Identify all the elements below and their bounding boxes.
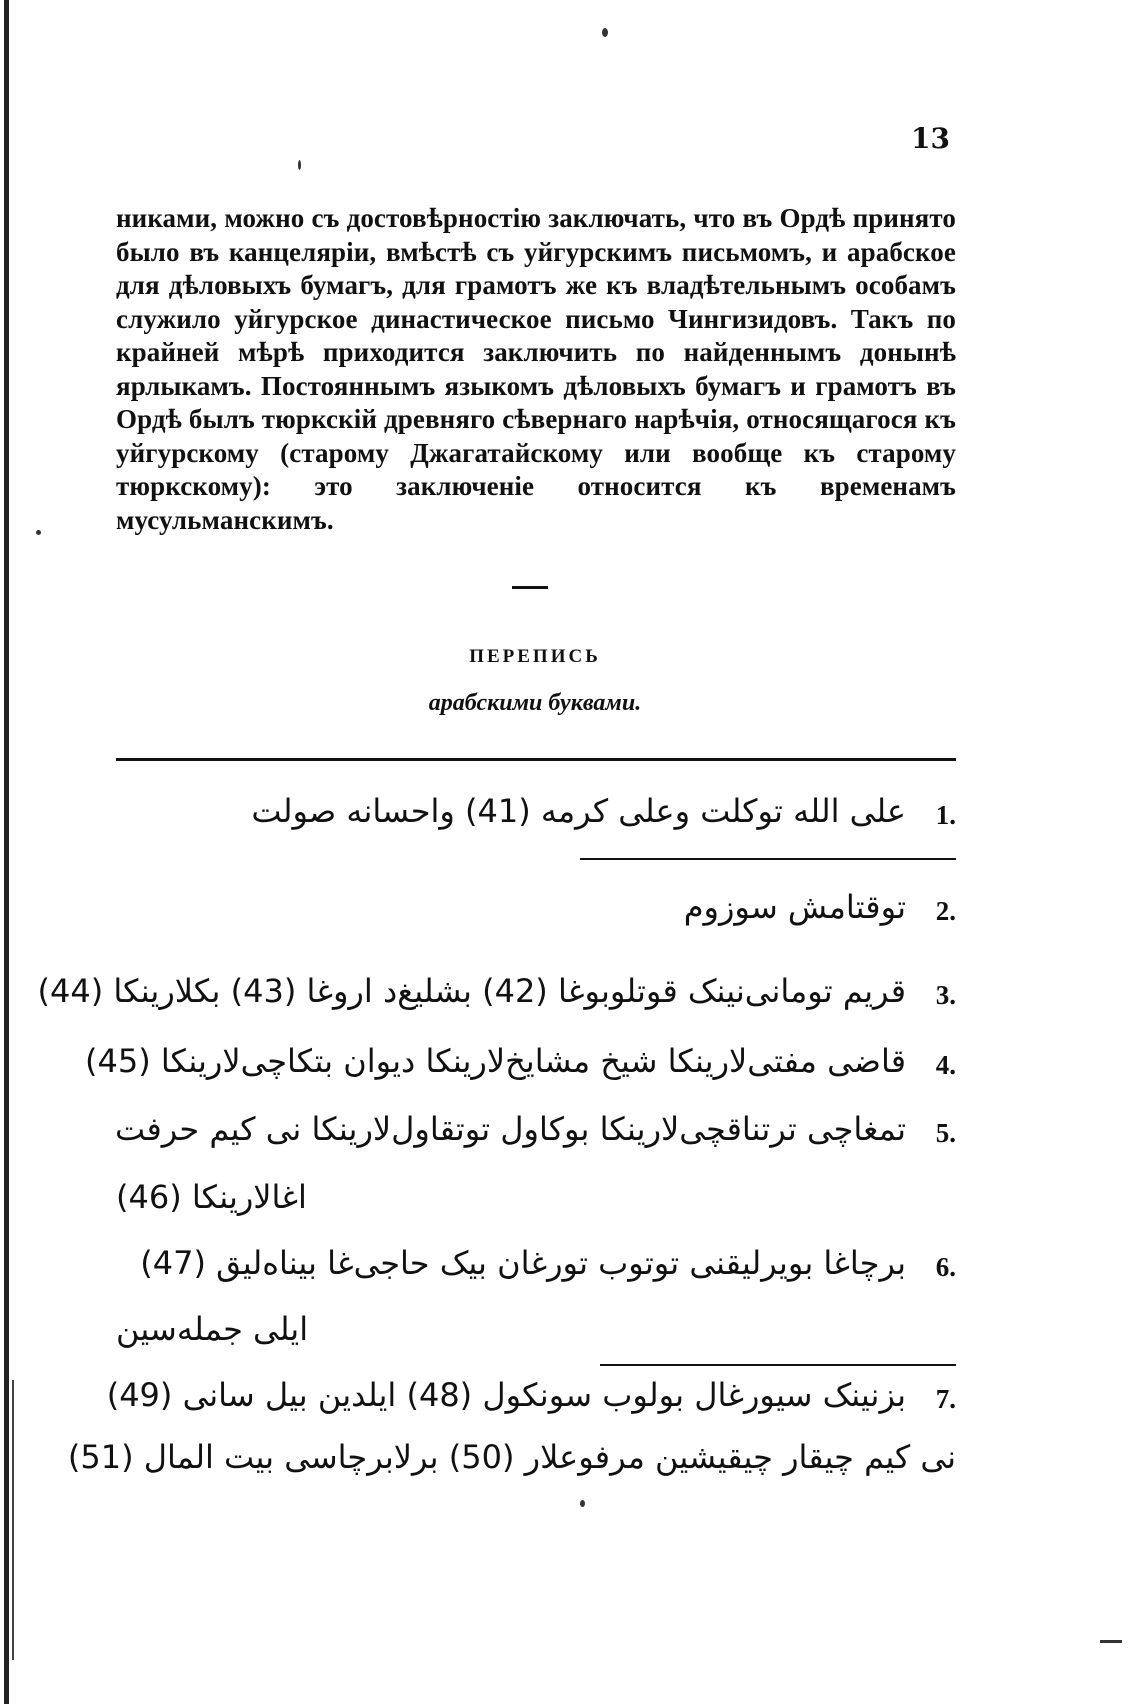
arabic-text: قریم تومانی‌نینک قوتلوبوغا (42) بشلیغ‌د اروغا (43) بکلارینکا (44) xyxy=(37,972,906,1010)
transcription-line-3 xyxy=(37,972,956,1040)
line-number: 6. xyxy=(935,1252,956,1282)
transcription-line-7-cont xyxy=(67,1438,956,1506)
arabic-text: تمغاچی ترتناقچی‌لارینکا بوکاول توتقاول‌لارینکا نی کیم حرفت xyxy=(115,1110,906,1148)
transcription-line-2 xyxy=(116,888,956,956)
line-number: 2. xyxy=(935,896,956,926)
ink-speck xyxy=(298,160,301,170)
top-rule xyxy=(116,758,956,761)
ink-speck xyxy=(1100,1640,1122,1643)
arabic-text: ایلی جمله‌سین xyxy=(116,1310,309,1348)
arabic-text: اغالارینکا (46) xyxy=(116,1178,307,1216)
transcription-line-5-cont xyxy=(116,1178,956,1246)
line-number: 4. xyxy=(935,1050,956,1080)
arabic-text: نی کیم چیقار چیقیشین مرفوعلار (50) برلابرچاسی بیت المال (51) xyxy=(67,1438,956,1476)
line-number: 3. xyxy=(935,980,956,1010)
ink-speck xyxy=(36,530,41,535)
transcription-line-6-cont xyxy=(116,1310,956,1378)
book-spine-edge xyxy=(4,0,9,1704)
transcription-line-7 xyxy=(106,1376,956,1444)
arabic-text: توقتامش سوزوم xyxy=(683,888,906,926)
arabic-text: قاضی مفتی‌لارینکا شیخ مشایخ‌لارینکا دیوان بتکاچی‌لارینکا (45) xyxy=(85,1042,906,1080)
body-paragraph: никами, можно съ достовѣрностію заключать, что въ Ордѣ принято было въ канцеляріи, вмѣстѣ съ уйгурскимъ письмомъ, и арабское для дѣловыхъ бумагъ, для грамотъ же къ владѣтельнымъ особамъ служило уйгурское династическое письмо Чингизидовъ. Такъ по крайней мѣрѣ приходится заключить по найденнымъ донынѣ ярлыкамъ. Постояннымъ языкомъ дѣловыхъ бумагъ и грамотъ въ Ордѣ былъ тюркскій древняго сѣвернаго нарѣчія, относящагося къ уйгурскому (старому Джагатайскому или вообще къ старому тюркскому): это заключеніе относится къ временамъ мусульманскимъ. xyxy=(116,203,956,535)
line-number: 5. xyxy=(935,1118,956,1148)
transcription-line-5 xyxy=(115,1110,956,1178)
arabic-text: برچاغا بویرلیقنی توتوب تورغان بیک حاجی‌غا بیناه‌لیق (47) xyxy=(140,1244,906,1282)
section-subheading: арабскими буквами. xyxy=(428,690,642,716)
arabic-text: بزنینک سیورغال بولوب سونکول (48) ایلدین بیل سانی (49) xyxy=(106,1376,906,1414)
arabic-text: علی الله توکلت وعلی کرمه (41) واحسانه صولت xyxy=(251,792,906,830)
page-number: 13 xyxy=(911,122,950,155)
section-heading: ПЕРЕПИСЬ xyxy=(469,646,601,667)
transcription-line-1 xyxy=(116,792,956,860)
ink-speck xyxy=(602,28,608,37)
line-number: 7. xyxy=(935,1384,956,1414)
section-divider xyxy=(512,586,548,589)
line-number: 1. xyxy=(935,800,956,830)
transcription-line-4 xyxy=(85,1042,956,1110)
book-spine-shadow xyxy=(12,1380,14,1660)
transcription-line-6 xyxy=(116,1244,956,1312)
